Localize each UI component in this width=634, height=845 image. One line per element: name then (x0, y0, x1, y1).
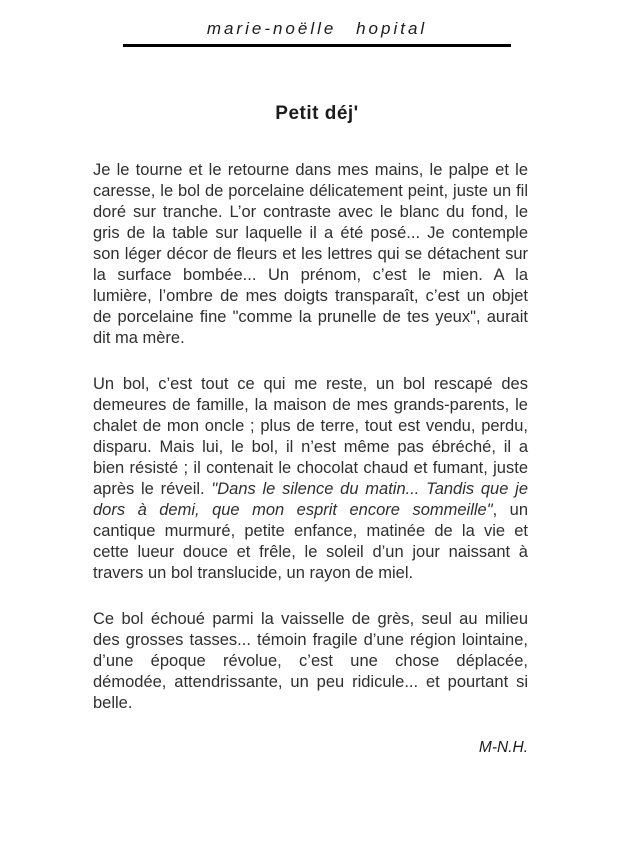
paragraph (93, 160, 528, 349)
paragraph (93, 609, 528, 714)
text-segment: Un bol, c’est tout ce qui me reste, un bol rescapé des demeures de famille, la maison de mes grands-parents, le chalet de mon oncle ; plus de terre, tout est vendu, perdu, disparu. Mais lui, le bol, il n’est même pas ébréché, il a bien résisté ; il contenait le chocolat chaud et fumant, juste après le réveil. (93, 375, 528, 498)
signature: M-N.H. (478, 739, 528, 756)
page-title: Petit déj' (275, 103, 359, 124)
italic-quote-segment: "Dans le silence du matin... Tandis que je dors à demi, que mon esprit encore sommeille" (93, 480, 528, 519)
header-rule (123, 44, 511, 47)
text-segment: Ce bol échoué parmi la vaisselle de grès, seul au milieu des grosses tasses... témoin fragile d’une région lointaine, d’une époque révolue, c’est une chose déplacée, démodée, attendrissante, un peu ridicule... et pourtant si belle. (93, 610, 528, 712)
document-body (93, 160, 528, 714)
page-header-title: marie-noëlle hopital (206, 19, 428, 38)
paragraph (93, 374, 528, 584)
text-segment: , un cantique murmuré, petite enfance, matinée de la vie et cette lueur douce et frêle, le soleil d’un jour naissant à travers un bol translucide, un rayon de miel. (93, 501, 528, 582)
text-segment: Je le tourne et le retourne dans mes mains, le palpe et le caresse, le bol de porcelaine délicatement peint, juste un fil doré sur tranche. L’or contraste avec le blanc du fond, le gris de la table sur laquelle il a été posé... Je contemple son léger décor de fleurs et les lettres qui se détachent sur la surface bombée... Un prénom, c’est le mien. A la lumière, l’ombre de mes doigts transparaît, c’est un objet de porcelaine fine "comme la prunelle de tes yeux", aurait dit ma mère. (93, 161, 528, 347)
